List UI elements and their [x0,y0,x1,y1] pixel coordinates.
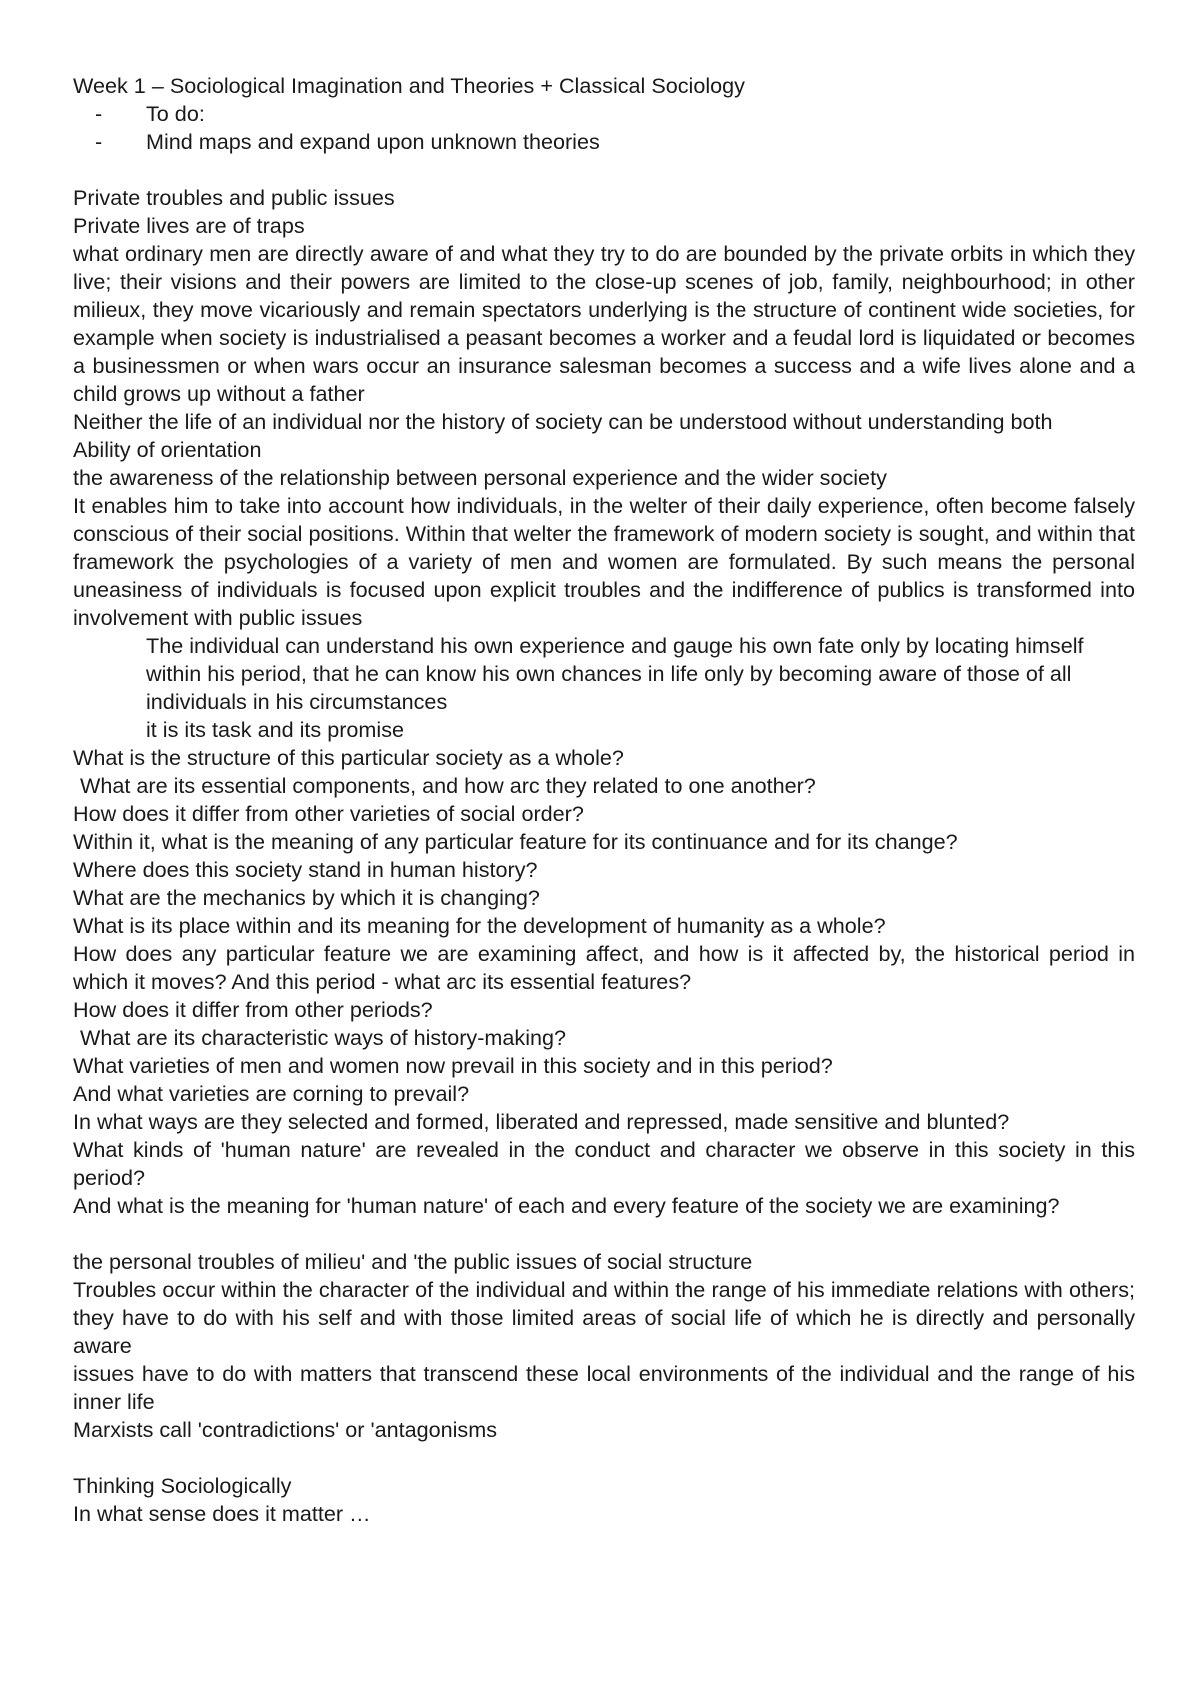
question: What kinds of 'human nature' are revealed in the conduct and character we observe in this society in this period? [73,1137,1135,1190]
question: What are the mechanics by which it is changing? [73,885,540,910]
question: Within it, what is the meaning of any particular feature for its continuance and for its change? [73,829,958,854]
question: Where does this society stand in human history? [73,857,538,882]
dash-bullet-icon: - [95,101,103,126]
question: What is its place within and its meaning for the development of humanity as a whole? [73,913,886,938]
orientation-title: Ability of orientation [73,437,262,462]
paragraph: Troubles occur within the character of the individual and within the range of his immediate relations with others; they have to do with his self and with those limited areas of social life of which he is directly and personally aware [73,1277,1135,1358]
todo-list [73,100,1135,156]
paragraph: Marxists call 'contradictions' or 'antagonisms [73,1417,498,1442]
question: And what varieties are corning to prevail? [73,1081,470,1106]
question: What are its essential components, and how arc they related to one another? [80,773,816,798]
paragraph: Neither the life of an individual nor the history of society can be understood without understanding both [73,409,1053,434]
spacer [73,156,1135,184]
question: What is the structure of this particular society as a whole? [73,745,624,770]
section-title: the personal troubles of milieu' and 'the public issues of social structure [73,1249,753,1274]
question: What varieties of men and women now prevail in this society and in this period? [73,1053,833,1078]
paragraph: issues have to do with matters that transcend these local environments of the individual and the range of his inner life [73,1361,1135,1414]
question-list [73,744,1135,1220]
section-title: Thinking Sociologically [73,1473,292,1498]
document-page [73,72,1135,1528]
paragraph: In what sense does it matter … [73,1501,371,1526]
todo-item: - Mind maps and expand upon unknown theories [95,129,600,154]
section-title: Private troubles and public issues [73,185,395,210]
indented-paragraph: The individual can understand his own experience and gauge his own fate only by locating himself within his period, that he can know his own chances in life only by becoming aware of those of all individuals in his circumstances [146,633,1084,714]
question: In what ways are they selected and formed, liberated and repressed, made sensitive and blunted? [73,1109,1010,1134]
question: How does any particular feature we are examining affect, and how is it affected by, the historical period in which it moves? And this period - what arc its essential features? [73,941,1135,994]
question: How does it differ from other varieties of social order? [73,801,584,826]
todo-item: - To do: [95,101,205,126]
section-subtitle: Private lives are of traps [73,213,305,238]
paragraph: It enables him to take into account how individuals, in the welter of their daily experience, often become falsely conscious of their social positions. Within that welter the framework of modern society is sought, and within that framework the psychologies of a variety of men and women are formulated. By such means the personal uneasiness of individuals is focused upon explicit troubles and the indifference of publics is transformed into involvement with public issues [73,493,1135,630]
paragraph: what ordinary men are directly aware of and what they try to do are bounded by the private orbits in which they live; their visions and their powers are limited to the close-up scenes of job, family, neighbourhood; in other milieux, they move vicariously and remain spectators underlying is the structure of continent wide societies, for example when society is industrialised a peasant becomes a worker and a feudal lord is liquidated or becomes a businessmen or when wars occur an insurance salesman becomes a success and a wife lives alone and a child grows up without a father [73,241,1135,406]
question: How does it differ from other periods? [73,997,433,1022]
page-heading: Week 1 – Sociological Imagination and Theories + Classical Sociology [73,73,745,98]
spacer [73,1444,1135,1472]
dash-bullet-icon: - [95,129,103,154]
question: And what is the meaning for 'human nature' of each and every feature of the society we are examining? [73,1193,1060,1218]
spacer [73,1220,1135,1248]
orientation-definition: the awareness of the relationship between personal experience and the wider society [73,465,887,490]
indented-paragraph: it is its task and its promise [146,717,405,742]
question: What are its characteristic ways of history-making? [80,1025,567,1050]
